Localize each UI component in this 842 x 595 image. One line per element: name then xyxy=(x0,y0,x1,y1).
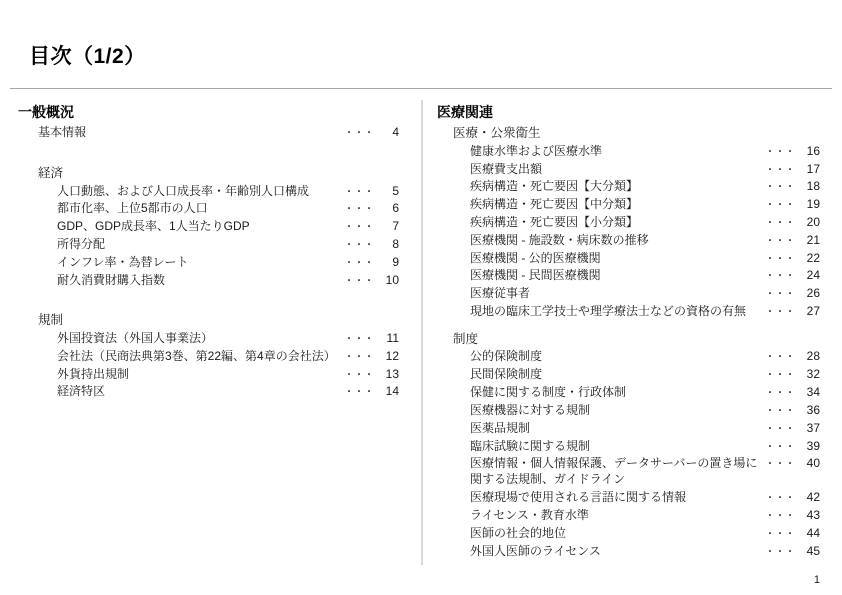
toc-group xyxy=(437,124,820,321)
toc-entry-leader-dots: ・・・ xyxy=(765,146,795,158)
toc-entry xyxy=(470,214,820,232)
toc-entry-label: インフレ率・為替レート xyxy=(57,254,189,269)
toc-entry-leader-dots: ・・・ xyxy=(765,253,795,265)
toc-entry xyxy=(470,455,820,489)
toc-entry-page-number: 9 xyxy=(392,254,399,269)
toc-entry-label: 健康水準および医療水準 xyxy=(470,143,603,158)
toc-entry-label: 所得分配 xyxy=(57,237,106,251)
toc-entry xyxy=(470,507,820,525)
toc-entry xyxy=(57,200,399,218)
toc-entry xyxy=(470,420,820,438)
toc-content xyxy=(10,100,832,565)
toc-entry-page-number: 28 xyxy=(806,349,820,364)
toc-entry-label: GDP、GDP成長率、1人当たりGDP xyxy=(57,219,250,234)
toc-group xyxy=(18,311,399,401)
toc-entry xyxy=(57,383,399,401)
toc-entry xyxy=(470,285,820,303)
toc-entry-page-number: 19 xyxy=(806,197,820,212)
toc-group xyxy=(18,164,399,289)
toc-entry-page-number: 40 xyxy=(806,456,820,471)
toc-entry xyxy=(470,143,820,161)
toc-subheader: 規制 xyxy=(38,313,64,328)
toc-entry xyxy=(470,178,820,196)
toc-entry-leader-dots: ・・・ xyxy=(765,459,795,471)
toc-entry-label: 外貨持出規制 xyxy=(57,366,130,381)
toc-entry-label: 医療従事者 xyxy=(470,286,531,301)
toc-entry-leader-dots: ・・・ xyxy=(765,235,795,247)
toc-subheader: 経済 xyxy=(38,166,64,181)
toc-entry-page-number: 26 xyxy=(806,286,820,301)
toc-entry-page-number: 10 xyxy=(385,272,399,287)
toc-entry xyxy=(57,236,399,254)
toc-entry xyxy=(470,267,820,285)
toc-entry-leader-dots: ・・・ xyxy=(344,351,374,363)
toc-entry-leader-dots: ・・・ xyxy=(344,186,374,198)
toc-entry-page-number: 36 xyxy=(806,402,820,417)
toc-entry-label: 医療情報・個人情報保護、データサーバーの置き場に関する法規制、ガイドライン xyxy=(470,456,758,487)
toc-entry-leader-dots: ・・・ xyxy=(765,423,795,435)
toc-entry-label: 基本情報 xyxy=(38,125,87,140)
toc-entry-label: 会社法（民商法典第3巻、第22編、第4章の会社法） xyxy=(57,348,336,363)
toc-entry-leader-dots: ・・・ xyxy=(344,222,374,234)
toc-entry-page-number: 14 xyxy=(385,384,399,399)
toc-entry-label: 外国人医師のライセンス xyxy=(470,543,601,558)
toc-entry-page-number: 8 xyxy=(392,237,399,251)
toc-group xyxy=(437,330,820,560)
toc-entry-leader-dots: ・・・ xyxy=(344,387,374,399)
toc-entry-label: 耐久消費財購入指数 xyxy=(57,272,166,287)
toc-entry-label: 医療機器に対する規制 xyxy=(470,402,591,417)
toc-entry-label: 疾病構造・死亡要因【大分類】 xyxy=(470,179,639,194)
toc-entry-leader-dots: ・・・ xyxy=(765,352,795,364)
toc-entry-page-number: 12 xyxy=(385,348,399,363)
toc-entry-label: 現地の臨床工学技士や理学療法士などの資格の有無 xyxy=(470,304,747,319)
toc-entry-leader-dots: ・・・ xyxy=(344,257,374,269)
toc-entry-leader-dots: ・・・ xyxy=(765,271,795,283)
toc-entry-leader-dots: ・・・ xyxy=(765,405,795,417)
toc-entry-page-number: 18 xyxy=(806,179,820,194)
toc-entry-leader-dots: ・・・ xyxy=(765,510,795,522)
toc-entry-label: 疾病構造・死亡要因【中分類】 xyxy=(470,197,639,212)
toc-entry xyxy=(57,272,399,290)
toc-entry xyxy=(470,348,820,366)
toc-entry-leader-dots: ・・・ xyxy=(765,164,795,176)
toc-entry xyxy=(470,250,820,268)
toc-entry-leader-dots: ・・・ xyxy=(765,200,795,212)
page-title: 目次（1/2） xyxy=(29,45,146,68)
toc-entry xyxy=(470,402,820,420)
toc-group xyxy=(18,124,399,142)
toc-entry xyxy=(57,254,399,272)
toc-entry-leader-dots: ・・・ xyxy=(344,275,374,287)
toc-entry-leader-dots: ・・・ xyxy=(765,388,795,400)
toc-column-general xyxy=(10,100,421,565)
toc-subheader: 医療・公衆衛生 xyxy=(453,126,541,141)
toc-entry-page-number: 39 xyxy=(806,438,820,453)
toc-entry xyxy=(470,366,820,384)
toc-entry-label: 臨床試験に関する規制 xyxy=(470,438,591,453)
toc-entry-page-number: 24 xyxy=(806,268,820,283)
toc-entry-leader-dots: ・・・ xyxy=(765,182,795,194)
toc-entry xyxy=(470,232,820,250)
toc-entry xyxy=(470,525,820,543)
toc-entry-leader-dots: ・・・ xyxy=(765,493,795,505)
toc-entry-label: 医薬品規制 xyxy=(470,420,531,435)
toc-entry-leader-dots: ・・・ xyxy=(765,307,795,319)
toc-entry xyxy=(470,438,820,456)
toc-entry-leader-dots: ・・・ xyxy=(344,128,374,140)
toc-section-header: 一般概況 xyxy=(18,104,74,120)
toc-entry xyxy=(470,384,820,402)
toc-entry xyxy=(470,303,820,321)
toc-entry-page-number: 34 xyxy=(806,385,820,400)
toc-entry-leader-dots: ・・・ xyxy=(765,289,795,301)
toc-entry-page-number: 17 xyxy=(806,161,820,176)
toc-subheader: 制度 xyxy=(453,331,479,346)
toc-entry xyxy=(57,218,399,236)
toc-entry-leader-dots: ・・・ xyxy=(765,528,795,540)
toc-entry-page-number: 7 xyxy=(392,219,399,234)
toc-entry-page-number: 22 xyxy=(806,250,820,265)
toc-entry xyxy=(57,183,399,201)
toc-entry xyxy=(470,161,820,179)
toc-entry-page-number: 13 xyxy=(385,366,399,381)
toc-entry-label: 医療費支出額 xyxy=(470,161,543,176)
toc-entry-label: 公的保険制度 xyxy=(470,349,543,364)
toc-entry-label: 保健に関する制度・行政体制 xyxy=(470,385,627,400)
toc-entry xyxy=(470,543,820,561)
toc-entry-label: ライセンス・教育水準 xyxy=(470,507,589,522)
toc-entry xyxy=(470,489,820,507)
toc-entry-leader-dots: ・・・ xyxy=(765,370,795,382)
toc-entry xyxy=(57,348,399,366)
toc-entry xyxy=(38,124,399,142)
toc-entry-label: 医師の社会的地位 xyxy=(470,525,567,540)
toc-entry-leader-dots: ・・・ xyxy=(344,369,374,381)
toc-entry-leader-dots: ・・・ xyxy=(344,240,374,251)
toc-entry-label: 経済特区 xyxy=(57,384,106,399)
toc-entry xyxy=(470,196,820,214)
toc-entry-leader-dots: ・・・ xyxy=(765,441,795,453)
toc-entry-label: 人口動態、および人口成長率・年齢別人口構成 xyxy=(57,183,310,198)
toc-entry-label: 医療機関 - 公的医療機関 xyxy=(470,250,601,265)
toc-column-medical xyxy=(421,100,832,565)
toc-entry-page-number: 11 xyxy=(386,330,399,345)
toc-entry-label: 疾病構造・死亡要因【小分類】 xyxy=(470,215,639,229)
toc-entry-page-number: 16 xyxy=(806,143,820,158)
toc-entry-page-number: 27 xyxy=(806,304,820,319)
toc-entry-page-number: 44 xyxy=(806,525,820,540)
toc-entry-leader-dots: ・・・ xyxy=(765,218,795,229)
toc-entry-label: 医療現場で使用される言語に関する情報 xyxy=(470,490,687,505)
toc-entry-leader-dots: ・・・ xyxy=(344,333,374,345)
toc-entry xyxy=(57,366,399,384)
toc-entry-page-number: 37 xyxy=(806,420,820,435)
toc-entry-label: 医療機関 - 施設数・病床数の推移 xyxy=(470,232,649,247)
toc-entry-page-number: 45 xyxy=(806,543,820,558)
toc-entry-label: 都市化率、上位5都市の人口 xyxy=(57,201,208,216)
toc-entry-page-number: 5 xyxy=(392,183,399,198)
toc-entry xyxy=(57,330,399,348)
toc-entry-page-number: 32 xyxy=(806,367,820,382)
toc-entry-page-number: 4 xyxy=(392,125,399,140)
toc-entry-leader-dots: ・・・ xyxy=(344,204,374,216)
title-divider-rule xyxy=(10,88,832,89)
toc-entry-page-number: 42 xyxy=(806,490,820,505)
toc-entry-label: 外国投資法（外国人事業法） xyxy=(57,330,214,345)
toc-entry-leader-dots: ・・・ xyxy=(765,546,795,558)
toc-entry-label: 民間保険制度 xyxy=(470,367,543,382)
toc-entry-page-number: 43 xyxy=(806,507,820,522)
toc-entry-page-number: 21 xyxy=(806,232,820,247)
toc-section-header: 医療関連 xyxy=(437,104,493,120)
toc-entry-page-number: 6 xyxy=(392,201,399,216)
slide-page-number: 1 xyxy=(813,574,820,586)
toc-entry-label: 医療機関 - 民間医療機関 xyxy=(470,268,601,283)
toc-entry-page-number: 20 xyxy=(806,215,820,229)
